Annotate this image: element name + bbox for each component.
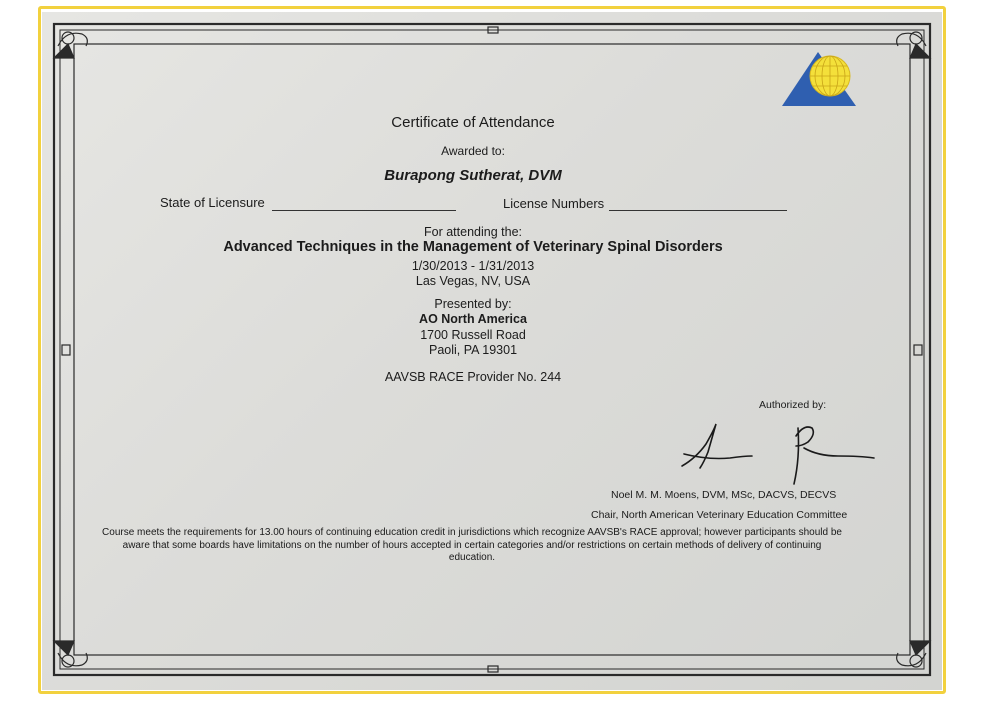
signature xyxy=(678,418,878,490)
provider-number: AAVSB RACE Provider No. 244 xyxy=(384,370,562,384)
corner-ornament-bottom-left xyxy=(54,641,87,667)
state-of-licensure-label: State of Licensure xyxy=(160,195,265,210)
signatory-name: Noel M. M. Moens, DVM, MSc, DACVS, DECVS xyxy=(611,489,837,501)
corner-ornament-top-right xyxy=(897,32,930,58)
presenter-name: AO North America xyxy=(419,312,527,326)
presenter-address-line2: Paoli, PA 19301 xyxy=(428,343,518,357)
course-dates: 1/30/2013 - 1/31/2013 xyxy=(411,259,535,273)
logo-triangle-globe xyxy=(780,50,860,110)
corner-ornament-top-left xyxy=(54,32,87,58)
course-location: Las Vegas, NV, USA xyxy=(415,274,531,288)
license-numbers-line xyxy=(609,210,787,211)
course-title: Advanced Techniques in the Management of Veterinary Spinal Disorders xyxy=(223,239,723,255)
corner-ornament-bottom-right xyxy=(897,641,930,667)
recipient-name: Burapong Sutherat, DVM xyxy=(384,167,562,184)
state-of-licensure-line xyxy=(272,210,456,211)
certificate-title: Certificate of Attendance xyxy=(391,114,555,131)
attending-label: For attending the: xyxy=(424,225,522,239)
presenter-address-line1: 1700 Russell Road xyxy=(420,328,526,342)
awarded-to-label: Awarded to: xyxy=(441,144,505,158)
signatory-title: Chair, North American Veterinary Education Committee xyxy=(591,509,848,521)
license-numbers-label: License Numbers xyxy=(503,196,605,211)
presented-by-label: Presented by: xyxy=(434,297,512,311)
authorized-by-label: Authorized by: xyxy=(759,399,827,411)
continuing-education-note: Course meets the requirements for 13.00 hours of continuing education credit in jurisdictions which recognize AAVSB's RACE approval; however participants should be aware that some boards have limitations on the number of hours accepted in certain categories and/or restrictions on certain methods of delivery of continuing education. xyxy=(102,527,842,563)
